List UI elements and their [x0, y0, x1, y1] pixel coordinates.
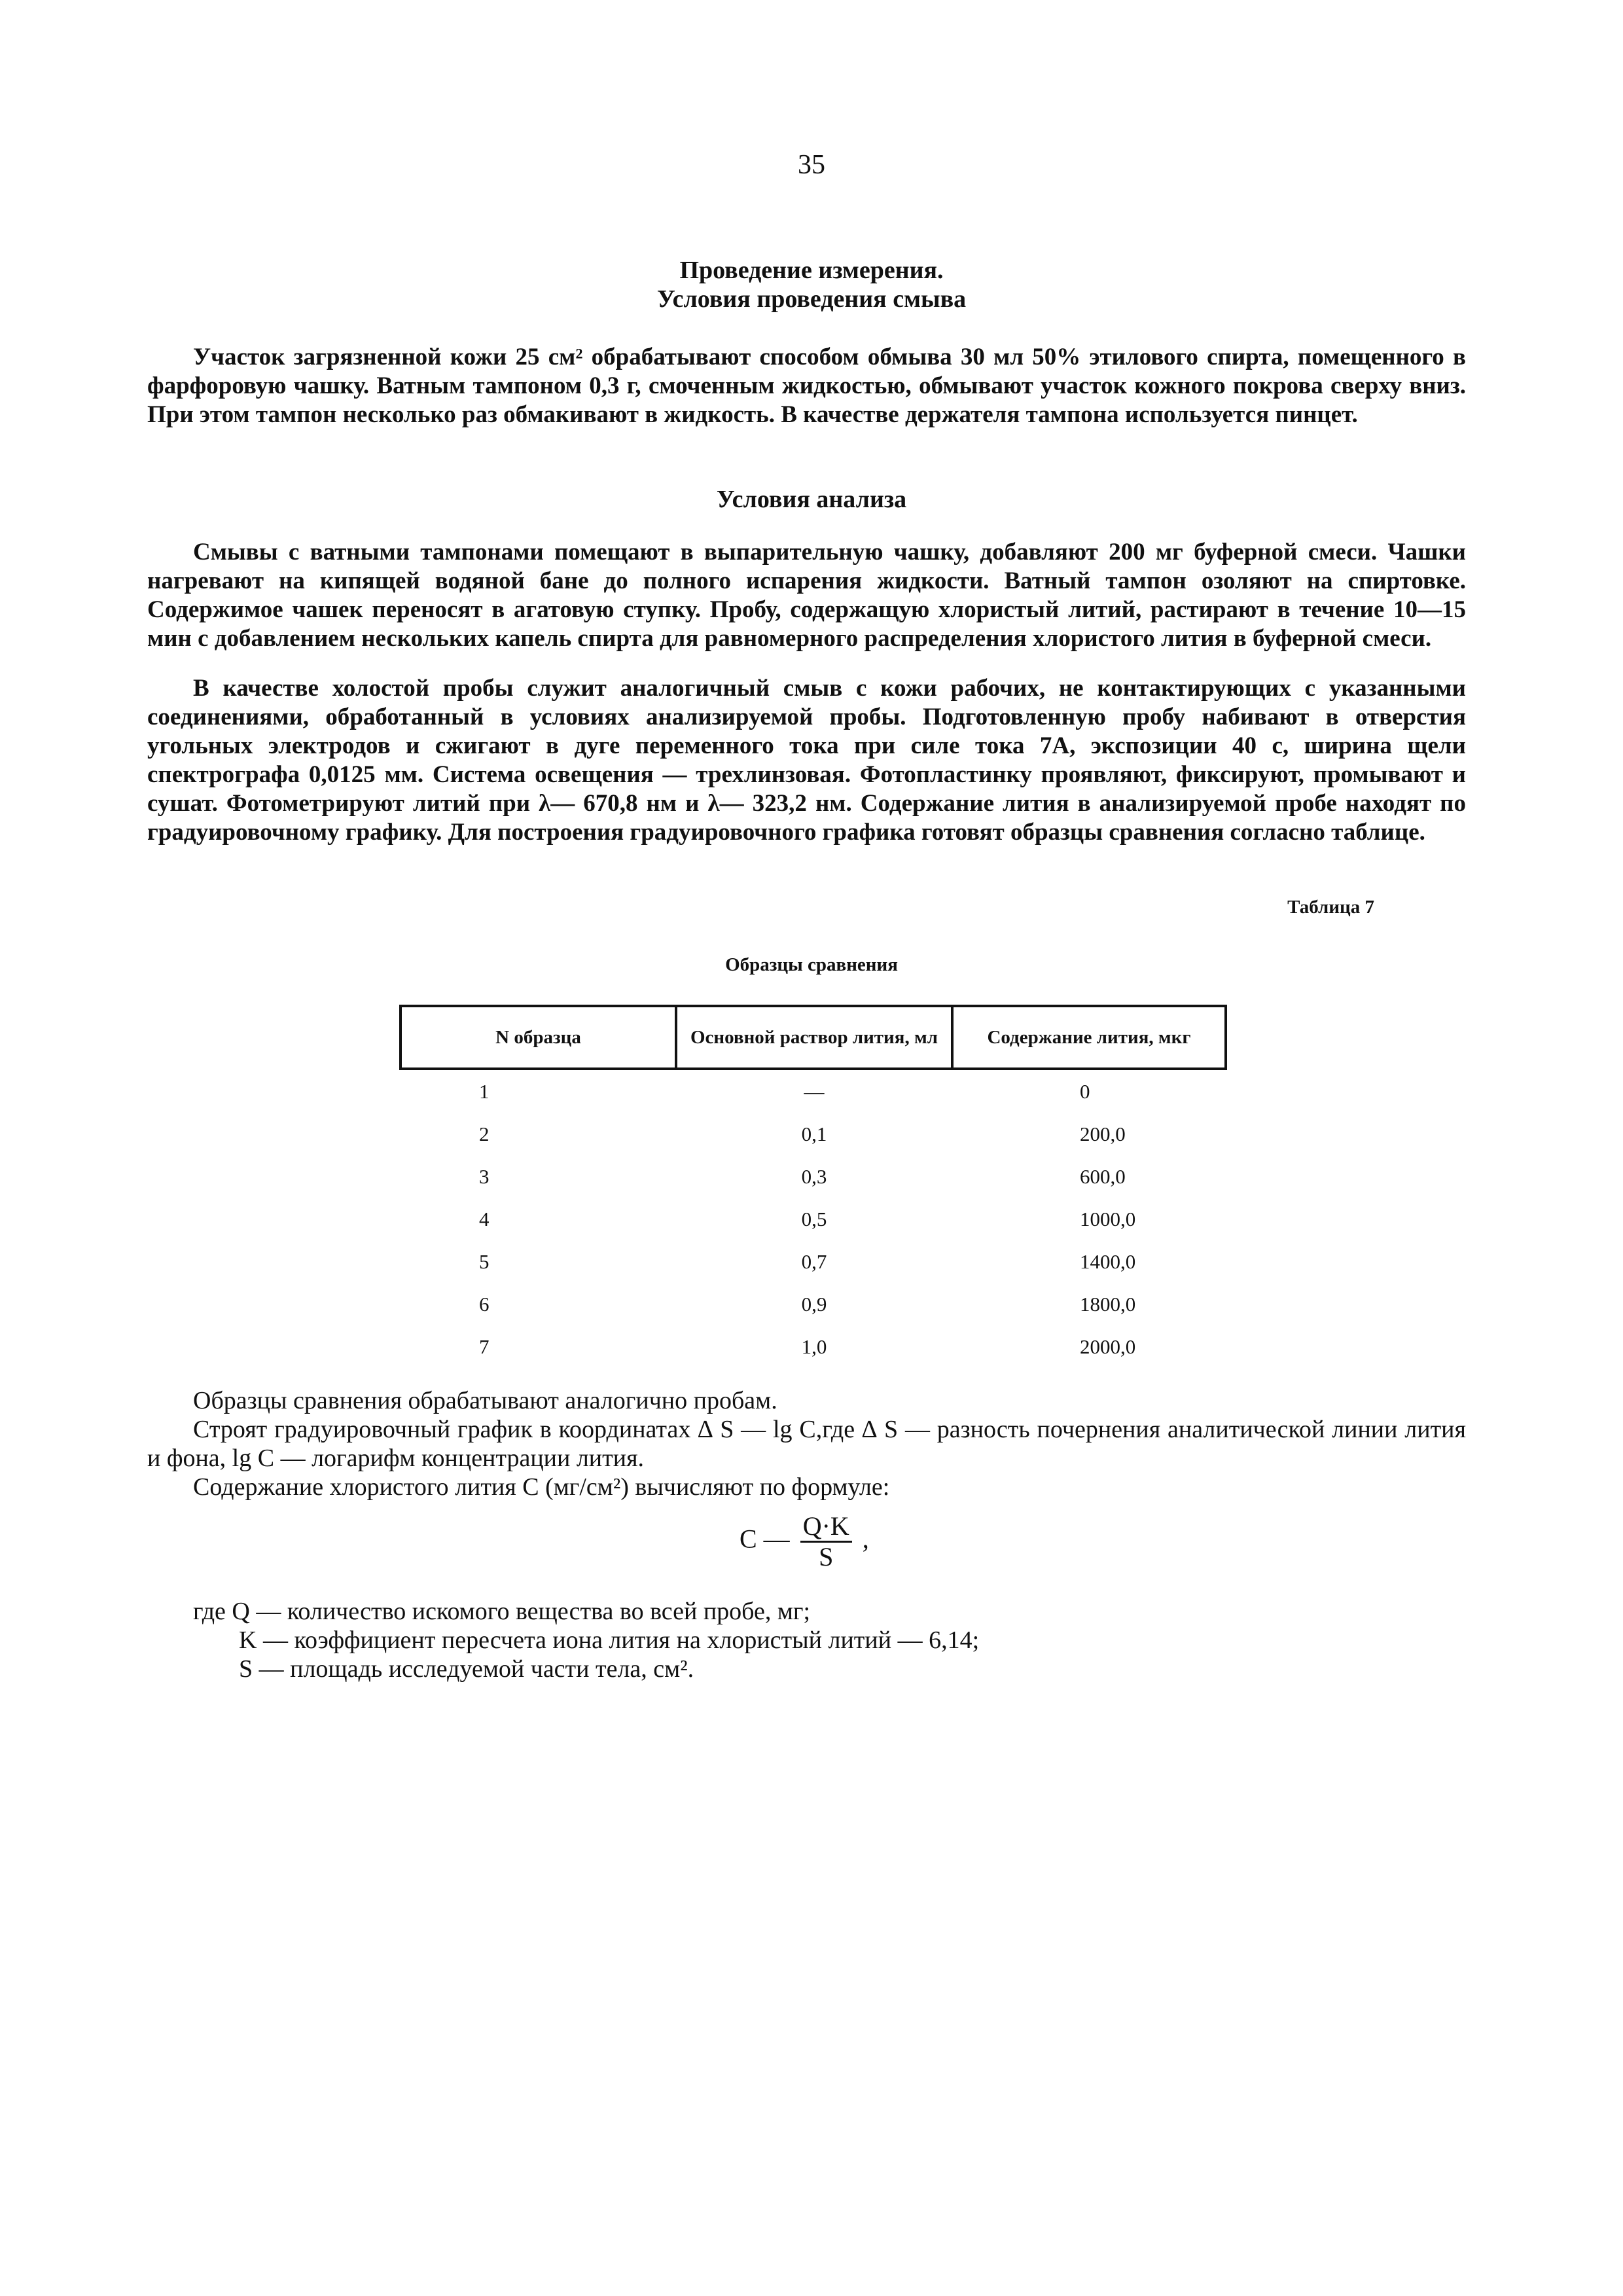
- page-number: 35: [798, 150, 825, 180]
- legend-s: S — площадь исследуемой части тела, см².: [239, 1655, 694, 1683]
- cell-sample-number: 7: [479, 1335, 490, 1358]
- legend-q: где Q — количество искомого вещества во всей пробе, мг;: [193, 1598, 811, 1625]
- header-sample-number: N образца: [401, 1006, 676, 1069]
- formula-numerator: Q·K: [800, 1512, 852, 1543]
- paragraph-samples-processed: Образцы сравнения обрабатывают аналогично пробам.: [193, 1387, 777, 1414]
- paragraph-formula-intro: Содержание хлористого лития С (мг/см²) вычисляют по формуле:: [193, 1473, 890, 1501]
- cell-lithium-content: 0: [1080, 1079, 1090, 1103]
- cell-sample-number: 2: [479, 1122, 490, 1145]
- table-header-row: [401, 1006, 1226, 1069]
- paragraph-analysis-procedure: Смывы с ватными тампонами помещают в выпарительную чашку, добавляют 200 мг буферной смеси. Чашки нагревают на кипящей водяной бане до полного испарения жидкости. Ватный тампон озоляют на спиртовке. Содержимое чашек переносят в агатовую ступку. Пробу, содержащую хлористый литий, растирают в течение 10—15 мин с добавлением нескольких капель спирта для равномерного распределения хлористого лития в буферной смеси.: [147, 539, 1466, 652]
- table-row: [401, 1240, 1226, 1283]
- section-heading-wash-conditions: Условия проведения смыва: [656, 285, 967, 313]
- cell-sample-number: 6: [479, 1292, 490, 1316]
- formula-trail: ,: [862, 1524, 869, 1554]
- concentration-formula: [740, 1512, 869, 1571]
- cell-stock-solution: 0,1: [801, 1122, 827, 1145]
- cell-lithium-content: 2000,0: [1080, 1335, 1136, 1358]
- formula-lhs: С —: [740, 1524, 790, 1554]
- paragraph-calibration-graph: Строят градуировочный график в координатах ∆ S — lg C,где ∆ S — разность почернения аналитической линии лития и фона, lg C — логарифм концентрации лития.: [147, 1416, 1466, 1472]
- table-title: Образцы сравнения: [725, 954, 898, 975]
- header-stock-solution: Основной раствор лития, мл: [676, 1006, 952, 1069]
- cell-sample-number: 1: [479, 1079, 490, 1103]
- table-row: [401, 1113, 1226, 1155]
- cell-stock-solution: 0,3: [801, 1164, 827, 1188]
- cell-stock-solution: 1,0: [801, 1335, 827, 1358]
- cell-stock-solution: 0,5: [801, 1207, 827, 1230]
- section-heading-analysis-conditions: Условия анализа: [716, 486, 907, 513]
- cell-stock-solution: 0,7: [801, 1249, 827, 1273]
- formula-denominator: S: [819, 1542, 834, 1571]
- cell-stock-solution: —: [804, 1079, 825, 1103]
- reference-samples-table: [399, 1005, 1227, 1368]
- cell-lithium-content: 1000,0: [1080, 1207, 1136, 1230]
- table-row: [401, 1069, 1226, 1113]
- paragraph-wash-procedure: Участок загрязненной кожи 25 см² обрабатывают способом обмыва 30 мл 50% этилового спирта, помещенного в фарфоровую чашку. Ватным тампоном 0,3 г, смоченным жидкостью, обмывают участок кожного покрова сверху вниз. При этом тампон несколько раз обмакивают в жидкость. В качестве держателя тампона используется пинцет.: [147, 344, 1466, 428]
- cell-sample-number: 5: [479, 1249, 490, 1273]
- cell-sample-number: 4: [479, 1207, 490, 1230]
- table-label: Таблица 7: [1287, 897, 1374, 918]
- cell-stock-solution: 0,9: [801, 1292, 827, 1316]
- formula-fraction: [800, 1512, 852, 1571]
- table-row: [401, 1325, 1226, 1368]
- cell-lithium-content: 1400,0: [1080, 1249, 1136, 1273]
- table-row: [401, 1198, 1226, 1240]
- cell-sample-number: 3: [479, 1164, 490, 1188]
- cell-lithium-content: 200,0: [1080, 1122, 1126, 1145]
- legend-k: K — коэффициент пересчета иона лития на хлористый литий — 6,14;: [239, 1626, 980, 1654]
- header-lithium-content: Содержание лития, мкг: [952, 1006, 1226, 1069]
- cell-lithium-content: 600,0: [1080, 1164, 1126, 1188]
- table-row: [401, 1155, 1226, 1198]
- paragraph-blank-sample: В качестве холостой пробы служит аналогичный смыв с кожи рабочих, не контактирующих с указанными соединениями, обработанный в условиях анализируемой пробы. Подготовленную пробу набивают в отверстия угольных электродов и сжигают в дуге переменного тока при силе тока 7А, экспозиции 40 с, ширина щели спектрографа 0,0125 мм. Система освещения — трехлинзовая. Фотопластинку проявляют, фиксируют, промывают и сушат. Фотометрируют литий при λ— 670,8 нм и λ— 323,2 нм. Содержание лития в анализируемой пробе находят по градуировочному графику. Для построения градуировочного графика готовят образцы сравнения согласно таблице.: [147, 675, 1466, 846]
- section-heading-measurement: Проведение измерения.: [679, 257, 944, 284]
- cell-lithium-content: 1800,0: [1080, 1292, 1136, 1316]
- table-row: [401, 1283, 1226, 1325]
